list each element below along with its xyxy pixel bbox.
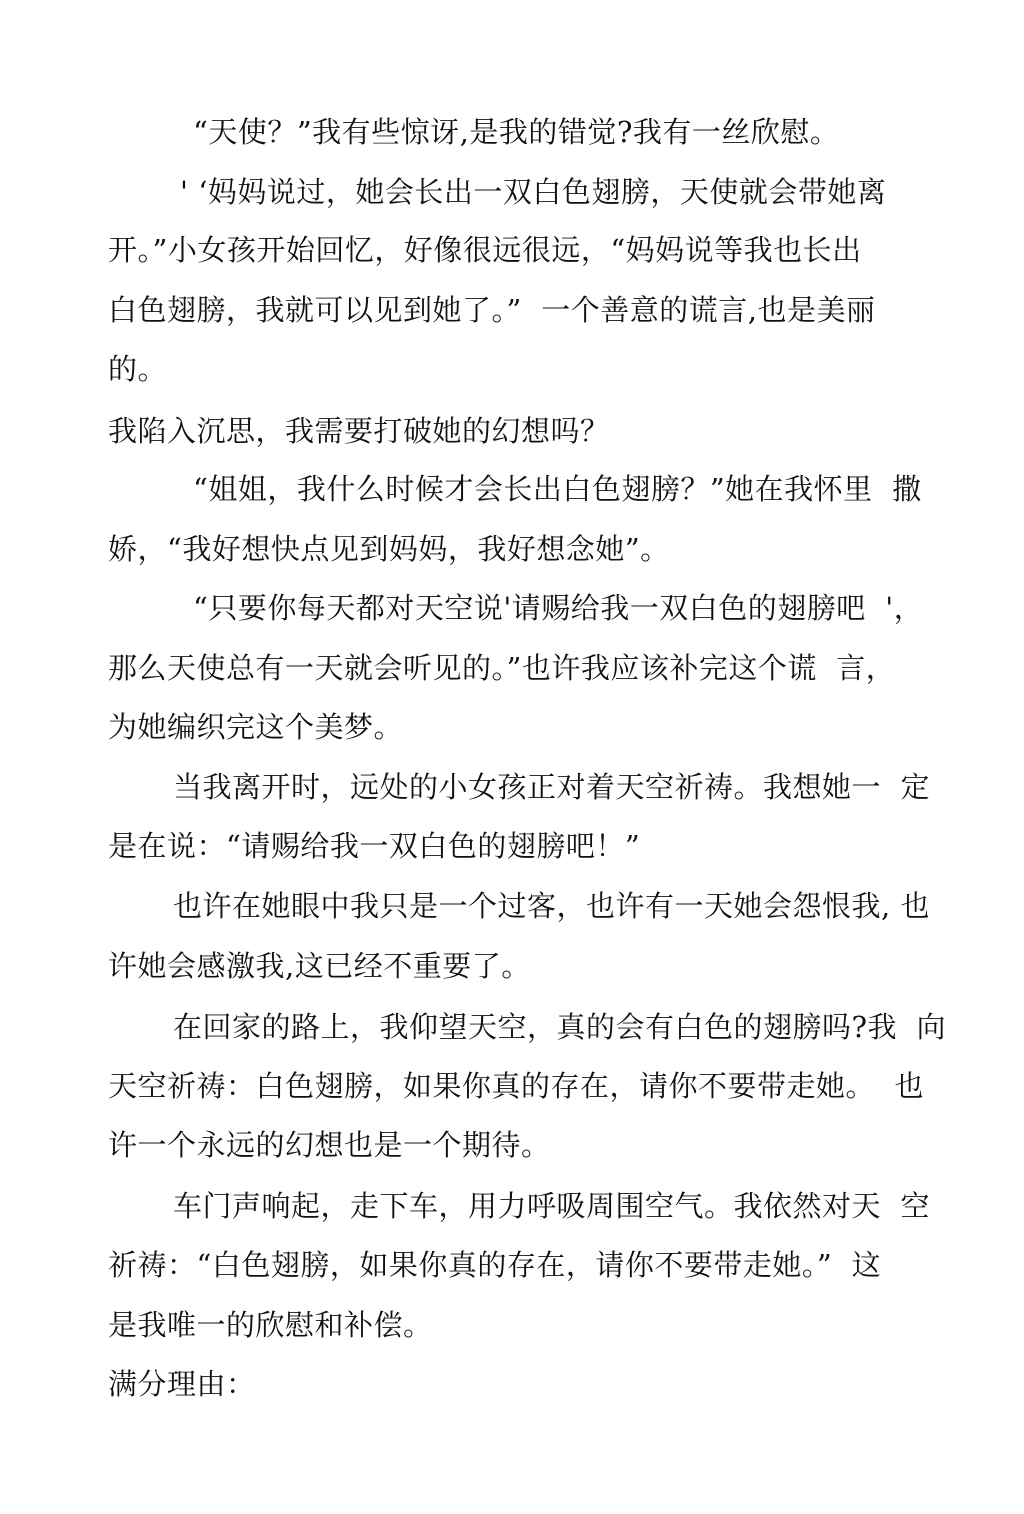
text-line: “姐姐，我什么时候才会长出白色翅膀？”她在我怀里 撒 xyxy=(193,472,922,506)
text-line: 在回家的路上，我仰望天空，真的会有白色的翅膀吗?我 向 xyxy=(173,1010,946,1044)
text-line: 娇，“我好想快点见到妈妈，我好想念她”。 xyxy=(108,532,670,566)
text-line: 也许在她眼中我只是一个过客，也许有一天她会怨恨我, 也 xyxy=(173,889,930,923)
text-line: 祈祷：“白色翅膀，如果你真的存在，请你不要带走她。” 这 xyxy=(108,1248,882,1282)
text-line: “天使？”我有些惊讶,是我的错觉?我有一丝欣慰。 xyxy=(193,115,840,149)
text-line: 当我离开时，远处的小女孩正对着天空祈祷。我想她一 定 xyxy=(173,770,930,804)
text-line: 天空祈祷：白色翅膀，如果你真的存在，请你不要带走她。 也 xyxy=(108,1069,924,1103)
text-line: 是我唯一的欣慰和补偿。 xyxy=(108,1308,433,1342)
text-line: 许她会感激我,这已经不重要了。 xyxy=(108,949,531,983)
text-line: 那么天使总有一天就会听见的。”也许我应该补完这个谎 言， xyxy=(108,651,896,685)
text-line: ' ‘妈妈说过，她会长出一双白色翅膀，天使就会带她离 xyxy=(180,175,887,209)
text-line: 许一个永远的幻想也是一个期待。 xyxy=(108,1128,551,1162)
text-line: “只要你每天都对天空说'请赐给我一双白色的翅膀吧 '， xyxy=(193,591,924,625)
text-line: 我陷入沉思，我需要打破她的幻想吗？ xyxy=(108,414,610,448)
text-line: 白色翅膀，我就可以见到她了。” 一个善意的谎言,也是美丽 xyxy=(108,293,876,327)
text-line: 的。 xyxy=(108,352,168,386)
text-line: 为她编织完这个美梦。 xyxy=(108,710,404,744)
text-line: 满分理由： xyxy=(108,1367,256,1401)
text-line: 开。”小女孩开始回忆，好像很远很远，“妈妈说等我也长出 xyxy=(108,233,862,267)
text-line: 车门声响起，走下车，用力呼吸周围空气。我依然对天 空 xyxy=(173,1189,930,1223)
text-line: 是在说：“请赐给我一双白色的翅膀吧！” xyxy=(108,829,641,863)
